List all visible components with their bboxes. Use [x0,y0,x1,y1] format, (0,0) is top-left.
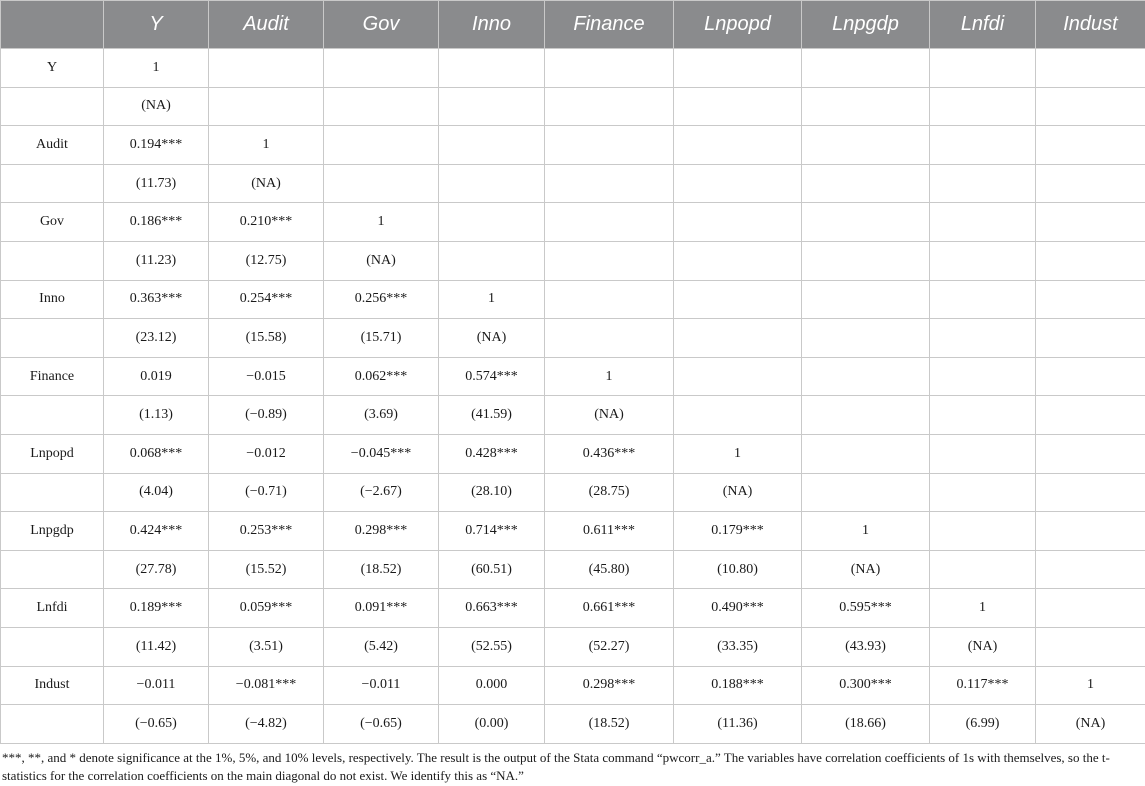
table-cell: (18.66) [802,705,930,744]
table-cell: (18.52) [545,705,674,744]
table-cell [930,164,1036,203]
table-cell: 1 [104,49,209,88]
table-cell: (5.42) [324,627,439,666]
table-cell: (45.80) [545,550,674,589]
table-cell: 0.428*** [439,434,545,473]
table-cell: 0.436*** [545,434,674,473]
table-cell: 1 [1036,666,1145,705]
table-cell: (15.58) [209,319,324,358]
table-cell: 0.019 [104,357,209,396]
table-row [1,49,1145,88]
table-cell: 0.117*** [930,666,1036,705]
table-cell [674,49,802,88]
table-cell: 1 [674,434,802,473]
table-row [1,705,1145,744]
table-cell [930,241,1036,280]
table-cell: (NA) [104,87,209,126]
table-cell [802,49,930,88]
table-cell [1036,434,1145,473]
table-cell: (3.69) [324,396,439,435]
row-label: Inno [1,280,104,319]
table-cell [930,126,1036,165]
table-cell: 0.000 [439,666,545,705]
table-cell [209,87,324,126]
table-cell [802,434,930,473]
table-row [1,241,1145,280]
table-row [1,396,1145,435]
table-cell [674,126,802,165]
table-cell [1036,512,1145,551]
table-cell [674,396,802,435]
table-cell [802,357,930,396]
table-cell: (52.55) [439,627,545,666]
table-cell: (10.80) [674,550,802,589]
table-cell: 0.210*** [209,203,324,242]
table-cell: 0.298*** [545,666,674,705]
table-cell: 0.254*** [209,280,324,319]
table-cell [802,126,930,165]
table-cell [802,396,930,435]
table-cell: −0.011 [104,666,209,705]
table-cell: (NA) [802,550,930,589]
row-label [1,319,104,358]
table-cell [1036,126,1145,165]
table-cell [1036,396,1145,435]
table-cell [545,49,674,88]
table-cell [930,49,1036,88]
table-cell [802,280,930,319]
table-cell [324,87,439,126]
table-cell: 0.300*** [802,666,930,705]
table-row [1,434,1145,473]
table-row [1,203,1145,242]
table-cell: (11.36) [674,705,802,744]
table-cell: 0.186*** [104,203,209,242]
column-header: Finance [545,1,674,49]
table-cell: 0.256*** [324,280,439,319]
table-cell: (41.59) [439,396,545,435]
table-cell: (6.99) [930,705,1036,744]
table-cell: 0.059*** [209,589,324,628]
column-header: Audit [209,1,324,49]
table-cell: 0.595*** [802,589,930,628]
table-cell [930,512,1036,551]
table-cell [439,87,545,126]
table-cell: 0.194*** [104,126,209,165]
table-cell [324,49,439,88]
table-cell: (NA) [674,473,802,512]
table-cell: 1 [545,357,674,396]
header-row [1,1,1145,49]
table-cell: (−2.67) [324,473,439,512]
table-cell: (11.23) [104,241,209,280]
table-cell: 0.663*** [439,589,545,628]
row-label: Finance [1,357,104,396]
table-cell: (NA) [324,241,439,280]
table-cell: (11.73) [104,164,209,203]
table-cell: (52.27) [545,627,674,666]
table-cell [674,87,802,126]
table-cell: 1 [930,589,1036,628]
table-cell: (−0.89) [209,396,324,435]
table-cell: 0.714*** [439,512,545,551]
column-header: Gov [324,1,439,49]
row-label: Indust [1,666,104,705]
table-cell [209,49,324,88]
table-cell: (NA) [930,627,1036,666]
table-cell [545,164,674,203]
table-cell: (NA) [1036,705,1145,744]
row-label [1,627,104,666]
table-cell: (33.35) [674,627,802,666]
table-cell: 0.068*** [104,434,209,473]
table-cell: −0.011 [324,666,439,705]
table-cell [1036,49,1145,88]
table-cell [1036,589,1145,628]
table-cell: 0.661*** [545,589,674,628]
table-cell: (−0.65) [324,705,439,744]
column-header: Lnfdi [930,1,1036,49]
table-cell: 0.363*** [104,280,209,319]
table-cell: 0.574*** [439,357,545,396]
table-row [1,164,1145,203]
row-label: Y [1,49,104,88]
table-cell: (60.51) [439,550,545,589]
table-row [1,550,1145,589]
table-row [1,512,1145,551]
table-footnote: ***, **, and * denote significance at the 1%, 5%, and 10% levels, respectively. The result is the output of the Stata command “pwcorr_a.” The variables have correlation coefficients of 1s with themselves, so the t-statistics for the correlation coefficients on the main diagonal do not exist. We identify this as “NA.” [2,750,1110,783]
row-label [1,241,104,280]
table-cell: (15.71) [324,319,439,358]
table-cell [439,49,545,88]
table-cell [1036,357,1145,396]
table-body [1,49,1145,744]
table-cell: (28.75) [545,473,674,512]
column-header: Lnpgdp [802,1,930,49]
table-cell [1036,87,1145,126]
table-cell [802,87,930,126]
table-cell [1036,550,1145,589]
table-cell: (28.10) [439,473,545,512]
table-cell: (3.51) [209,627,324,666]
table-cell [930,203,1036,242]
table-cell [545,87,674,126]
table-cell: (NA) [439,319,545,358]
row-label: Lnpopd [1,434,104,473]
table-cell: (27.78) [104,550,209,589]
table-cell [439,203,545,242]
table-header [1,1,1145,49]
table-cell [545,126,674,165]
table-row [1,473,1145,512]
table-cell [1036,319,1145,358]
table-cell [930,550,1036,589]
column-header: Lnpopd [674,1,802,49]
table-cell [545,241,674,280]
table-cell [1036,241,1145,280]
table-cell: (4.04) [104,473,209,512]
table-cell [930,396,1036,435]
table-cell [802,241,930,280]
table-row [1,87,1145,126]
table-cell [439,126,545,165]
column-header: Inno [439,1,545,49]
table-cell: 1 [209,126,324,165]
row-label: Audit [1,126,104,165]
table-cell: 0.062*** [324,357,439,396]
table-cell: 0.188*** [674,666,802,705]
row-label [1,705,104,744]
table-cell [1036,280,1145,319]
table-cell [930,357,1036,396]
table-cell: (11.42) [104,627,209,666]
table-row [1,319,1145,358]
table-cell [545,203,674,242]
table-cell [930,473,1036,512]
table-row [1,280,1145,319]
table-cell: (NA) [209,164,324,203]
table-row [1,666,1145,705]
table-row [1,589,1145,628]
column-header: Y [104,1,209,49]
table-cell: 0.490*** [674,589,802,628]
table-cell: (−4.82) [209,705,324,744]
table-cell [674,203,802,242]
row-label [1,550,104,589]
column-header: Indust [1036,1,1145,49]
table-row [1,126,1145,165]
table-cell: 0.189*** [104,589,209,628]
table-cell: (0.00) [439,705,545,744]
table-cell [1036,203,1145,242]
table-cell [1036,627,1145,666]
table-row [1,357,1145,396]
table-cell [802,203,930,242]
table-cell: 0.611*** [545,512,674,551]
table-cell: 0.091*** [324,589,439,628]
table-cell: (23.12) [104,319,209,358]
table-cell: 1 [802,512,930,551]
table-cell: −0.015 [209,357,324,396]
table-cell [324,126,439,165]
table-cell [930,87,1036,126]
table-cell: (NA) [545,396,674,435]
table-cell [324,164,439,203]
row-label: Lnfdi [1,589,104,628]
table-cell [439,241,545,280]
table-cell [674,164,802,203]
table-cell [545,319,674,358]
row-label: Lnpgdp [1,512,104,551]
row-label [1,396,104,435]
table-cell: (43.93) [802,627,930,666]
table-cell: −0.045*** [324,434,439,473]
table-cell: (−0.71) [209,473,324,512]
table-cell: 0.424*** [104,512,209,551]
table-cell [802,164,930,203]
header-corner-cell [1,1,104,49]
table-cell: (−0.65) [104,705,209,744]
table-cell [1036,473,1145,512]
row-label [1,87,104,126]
row-label [1,473,104,512]
table-cell [439,164,545,203]
table-cell: 1 [324,203,439,242]
table-cell [1036,164,1145,203]
table-cell [930,319,1036,358]
table-cell: (12.75) [209,241,324,280]
table-cell: 1 [439,280,545,319]
row-label: Gov [1,203,104,242]
table-cell [674,319,802,358]
table-cell [674,241,802,280]
table-cell: −0.081*** [209,666,324,705]
table-cell: (1.13) [104,396,209,435]
row-label [1,164,104,203]
table-cell: (18.52) [324,550,439,589]
table-cell [545,280,674,319]
table-cell [930,280,1036,319]
table-cell: 0.253*** [209,512,324,551]
table-cell [930,434,1036,473]
table-cell [674,357,802,396]
table-cell: 0.179*** [674,512,802,551]
table-cell [802,473,930,512]
table-cell: 0.298*** [324,512,439,551]
table-cell [674,280,802,319]
table-row [1,627,1145,666]
table-cell: −0.012 [209,434,324,473]
table-cell [802,319,930,358]
table-cell: (15.52) [209,550,324,589]
